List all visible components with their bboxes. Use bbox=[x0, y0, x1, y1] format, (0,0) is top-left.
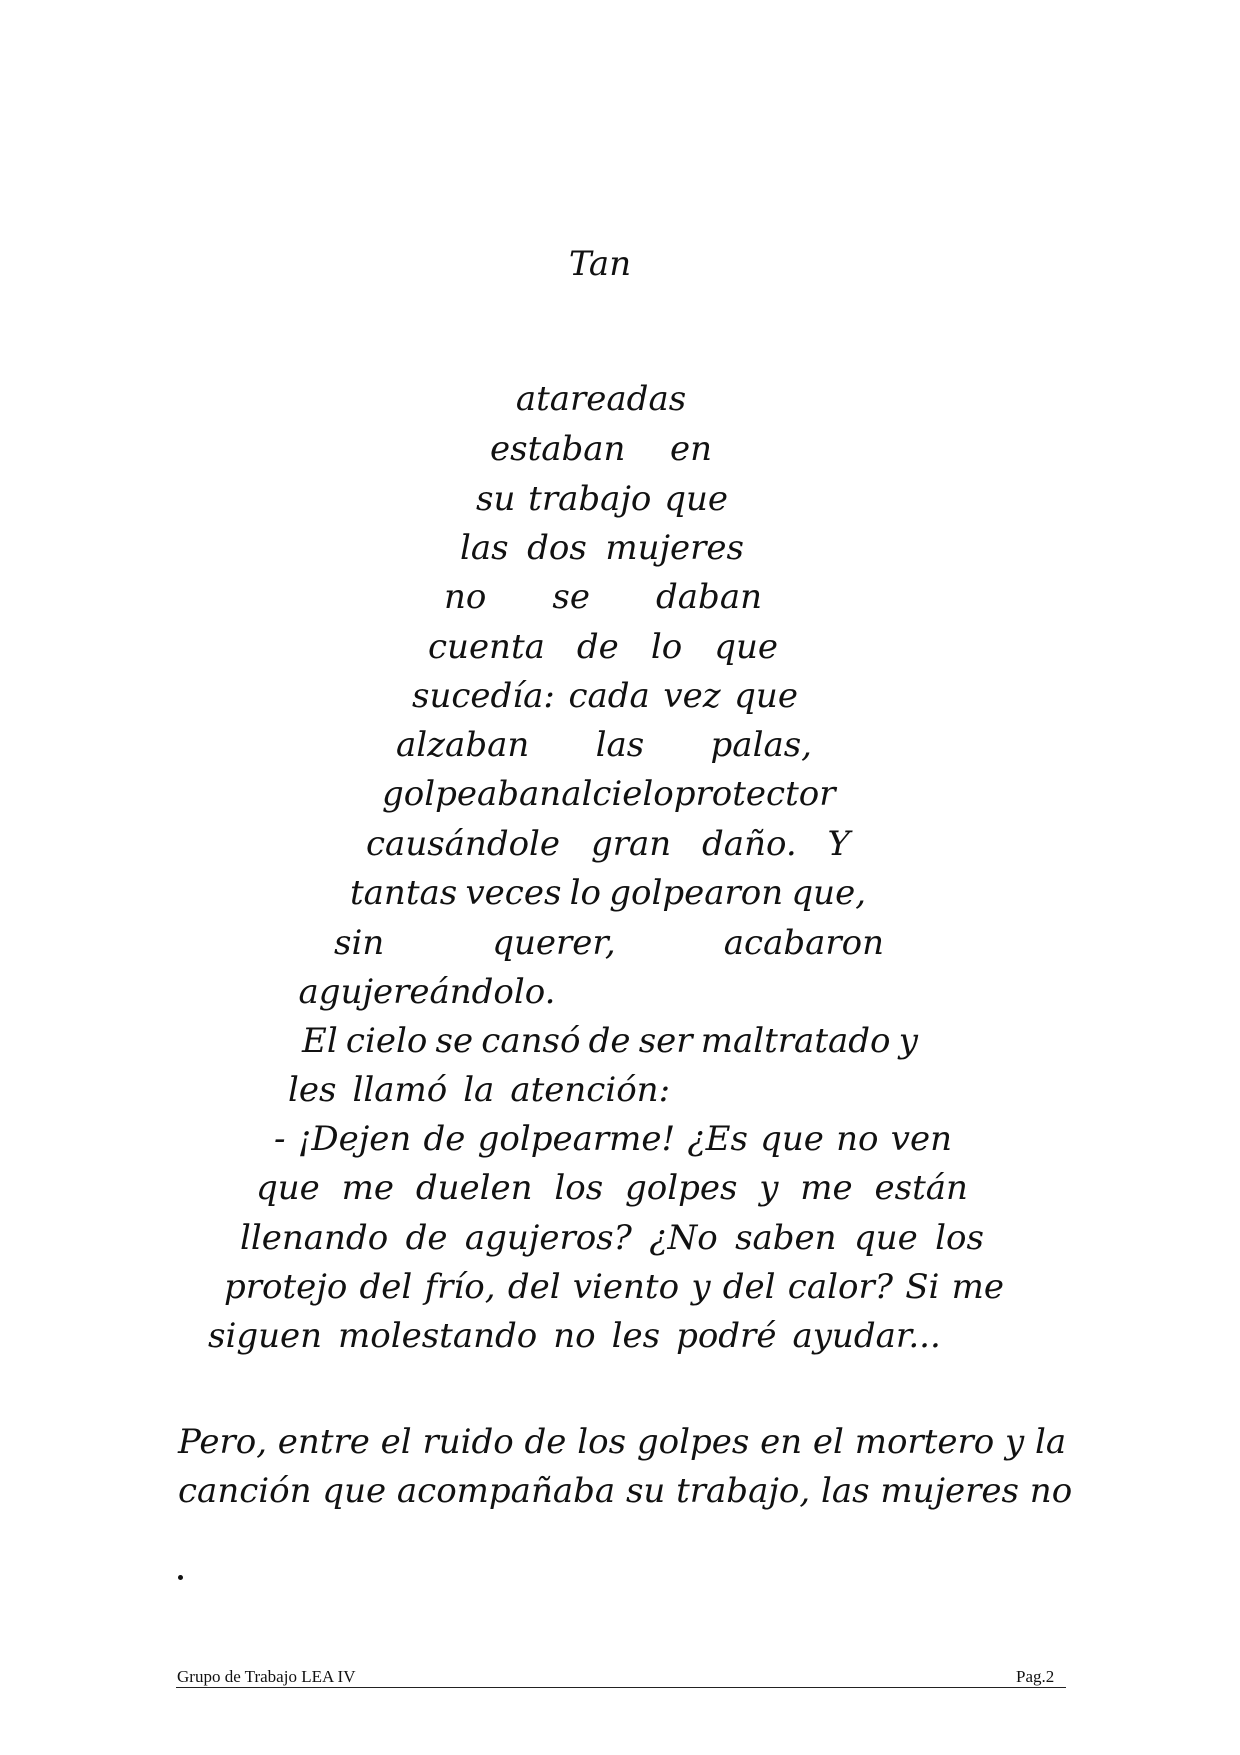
poem-word: del bbox=[359, 1267, 413, 1307]
poem-word: saben bbox=[735, 1218, 837, 1258]
poem-word: daban bbox=[656, 577, 762, 617]
poem-word: querer, bbox=[492, 923, 616, 963]
poem-word: podré bbox=[676, 1316, 777, 1356]
poem-line bbox=[240, 1218, 984, 1258]
poem-line bbox=[428, 627, 778, 667]
poem-word: golpes bbox=[624, 1168, 738, 1208]
poem-line bbox=[490, 429, 712, 469]
poem-line bbox=[350, 873, 866, 913]
poem-word: que bbox=[714, 627, 778, 667]
poem-word: ¡Dejen bbox=[297, 1119, 412, 1159]
poem-word: palas, bbox=[710, 725, 812, 765]
poem-line bbox=[476, 479, 728, 519]
footer-page-number: Pag.2 bbox=[1016, 1667, 1055, 1686]
poem-word: que, bbox=[791, 873, 866, 913]
poem-word: acabaron bbox=[723, 923, 884, 963]
poem-word: lo bbox=[569, 873, 602, 913]
poem-line bbox=[412, 676, 798, 716]
poem-line bbox=[334, 923, 884, 963]
poem-line bbox=[208, 1316, 941, 1356]
poem-word: se bbox=[435, 1021, 474, 1061]
bullet-dot bbox=[178, 1575, 183, 1580]
poem-word: cada bbox=[568, 676, 650, 716]
poem-word: se bbox=[552, 577, 590, 617]
poem-word: - bbox=[274, 1119, 286, 1159]
poem-word: alzaban bbox=[396, 725, 530, 765]
poem-word: la bbox=[463, 1070, 495, 1110]
poem-word: atención: bbox=[510, 1070, 671, 1110]
poem-word: estaban bbox=[490, 429, 626, 469]
poem-word: daño. bbox=[702, 824, 797, 864]
prose-line-1: Pero, entre el ruido de los golpes en el mortero y la bbox=[178, 1422, 1067, 1462]
poem-word: ayudar... bbox=[792, 1316, 941, 1356]
poem-word: están bbox=[874, 1168, 968, 1208]
poem-word: ¿No bbox=[649, 1218, 718, 1258]
poem-word: dos bbox=[527, 528, 587, 568]
poem-word: que bbox=[760, 1119, 824, 1159]
poem-word: los bbox=[554, 1168, 604, 1208]
poem-word: su bbox=[476, 479, 516, 519]
poem-line bbox=[444, 577, 762, 617]
poem-word: causándole bbox=[366, 824, 561, 864]
poem-word: agujereándolo. bbox=[298, 972, 556, 1012]
poem-word: siguen bbox=[208, 1316, 323, 1356]
poem-word: me bbox=[341, 1168, 394, 1208]
poem-word: cansó bbox=[481, 1021, 581, 1061]
poem-word: golpearme! bbox=[477, 1119, 676, 1159]
poem-word: lo bbox=[650, 627, 683, 667]
poem-word: mujeres bbox=[605, 528, 744, 568]
poem-word: del bbox=[722, 1267, 776, 1307]
poem-word: Y bbox=[827, 824, 850, 864]
poem-word: al bbox=[561, 774, 593, 814]
poem-line bbox=[298, 972, 556, 1012]
poem-word: veces bbox=[465, 873, 562, 913]
poem-line bbox=[515, 379, 687, 419]
poem-word: calor? bbox=[787, 1267, 893, 1307]
poem-word: atareadas bbox=[515, 379, 687, 419]
poem-word: duelen bbox=[415, 1168, 533, 1208]
poem-word: les bbox=[611, 1316, 661, 1356]
poem-word: protector bbox=[673, 774, 836, 814]
poem-word: trabajo bbox=[528, 479, 652, 519]
poem-word: del bbox=[507, 1267, 561, 1307]
page-title: Tan bbox=[568, 244, 632, 284]
poem-word: agujeros? bbox=[464, 1218, 632, 1258]
poem-word: de bbox=[588, 1021, 631, 1061]
poem-line bbox=[302, 1021, 918, 1061]
poem-word: viento bbox=[572, 1267, 680, 1307]
poem-word: llenando bbox=[240, 1218, 389, 1258]
poem-line bbox=[460, 528, 744, 568]
footer-divider bbox=[176, 1687, 1066, 1688]
poem-word: sucedía: bbox=[412, 676, 555, 716]
poem-line bbox=[288, 1070, 671, 1110]
poem-word: cielo bbox=[345, 1021, 428, 1061]
poem-word: Si bbox=[905, 1267, 940, 1307]
poem-word: El bbox=[302, 1021, 338, 1061]
poem-word: molestando bbox=[338, 1316, 538, 1356]
poem-word: tantas bbox=[350, 873, 458, 913]
poem-word: ¿Es bbox=[687, 1119, 748, 1159]
poem-word: llamó bbox=[352, 1070, 448, 1110]
poem-word: ven bbox=[890, 1119, 952, 1159]
footer-group-name: Grupo de Trabajo LEA IV bbox=[177, 1667, 356, 1686]
poem-word: las bbox=[460, 528, 509, 568]
poem-word: y bbox=[759, 1168, 779, 1208]
poem-word: golpearon bbox=[609, 873, 784, 913]
poem-word: los bbox=[935, 1218, 984, 1258]
poem-line bbox=[396, 725, 812, 765]
poem-line bbox=[256, 1168, 968, 1208]
poem-word: de bbox=[576, 627, 619, 667]
poem-word: golpeaban bbox=[382, 774, 562, 814]
poem-word: me bbox=[951, 1267, 1004, 1307]
prose-line-2: canción que acompañaba su trabajo, las mujeres no bbox=[178, 1471, 1073, 1511]
poem-word: que bbox=[664, 479, 728, 519]
poem-word: que bbox=[853, 1218, 918, 1258]
poem-word: en bbox=[669, 429, 712, 469]
poem-line bbox=[382, 774, 836, 814]
poem-word: las bbox=[595, 725, 645, 765]
poem-word: gran bbox=[590, 824, 672, 864]
poem-word: y bbox=[898, 1021, 918, 1061]
poem-word: de bbox=[405, 1218, 448, 1258]
poem-word: frío, bbox=[424, 1267, 496, 1307]
poem-word: cuenta bbox=[428, 627, 545, 667]
poem-word: que bbox=[256, 1168, 320, 1208]
poem-word: que bbox=[734, 676, 798, 716]
poem-word: de bbox=[423, 1119, 466, 1159]
poem-word: vez bbox=[663, 676, 721, 716]
poem-word: y bbox=[691, 1267, 711, 1307]
poem-word: sin bbox=[334, 923, 385, 963]
poem-word: les bbox=[288, 1070, 337, 1110]
poem-word: ser bbox=[638, 1021, 693, 1061]
poem-line bbox=[274, 1119, 952, 1159]
poem-word: protejo bbox=[224, 1267, 348, 1307]
poem-word: no bbox=[836, 1119, 879, 1159]
poem-word: maltratado bbox=[700, 1021, 891, 1061]
poem-word: no bbox=[553, 1316, 596, 1356]
poem-word: me bbox=[800, 1168, 853, 1208]
poem-line bbox=[366, 824, 850, 864]
poem-word: cielo bbox=[592, 774, 674, 814]
poem-line bbox=[224, 1267, 1004, 1307]
poem-word: no bbox=[444, 577, 487, 617]
